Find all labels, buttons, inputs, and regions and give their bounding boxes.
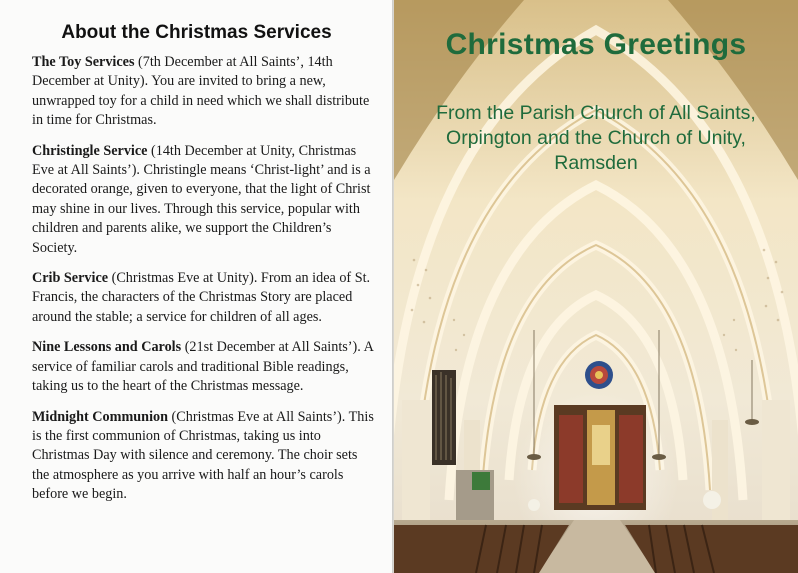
service-description: (Christmas Eve at Unity). From an idea of St. Francis, the characters of the Christmas Story are placed around the stable; a service for children of all ages. [32,270,371,325]
cover-subtitle: From the Parish Church of All Saints, Orpington and the Church of Unity, Ramsden [436,102,756,174]
service-description: (14th December at Unity, Christmas Eve at All Saints’). Christingle means ‘Christ-light’ and is a decorated orange, given to everyone, that the light of Christ may shine in our lives. Through this service, popular with children and parents alike, we support the Children’s Society. [32,142,371,256]
service-name: Crib Service [32,270,109,287]
services-heading: About the Christmas Services [61,22,332,43]
services-list [32,53,377,516]
services-page [0,0,393,573]
cover-title: Christmas Greetings [445,28,747,61]
church-interior-image [394,0,798,573]
service-nine-lessons [32,338,377,396]
service-midnight [32,408,377,505]
service-description: (7th December at All Saints’, 14th December at Unity). You are invited to bring a new, unwrapped toy for a child in need which we shall distribute in time for Christmas. [32,54,370,129]
service-name: The Toy Services [32,54,135,70]
cover-page [394,0,798,573]
service-name: Midnight Communion [32,408,168,425]
service-crib [32,269,377,327]
service-description: (Christmas Eve at All Saints’). This is the first communion of Christmas, taking us into Christmas Day with silence and ceremony. The choir sets the atmosphere as you arrive with half an hour’s carols before we begin. [32,408,374,503]
service-name: Nine Lessons and Carols [32,339,182,356]
service-name: Christingle Service [32,142,148,159]
service-christingle [32,142,377,258]
service-toy [32,53,377,131]
service-description: (21st December at All Saints’). A service of familiar carols and traditional Bible readings, taking us to the heart of the Christmas message. [32,339,374,395]
